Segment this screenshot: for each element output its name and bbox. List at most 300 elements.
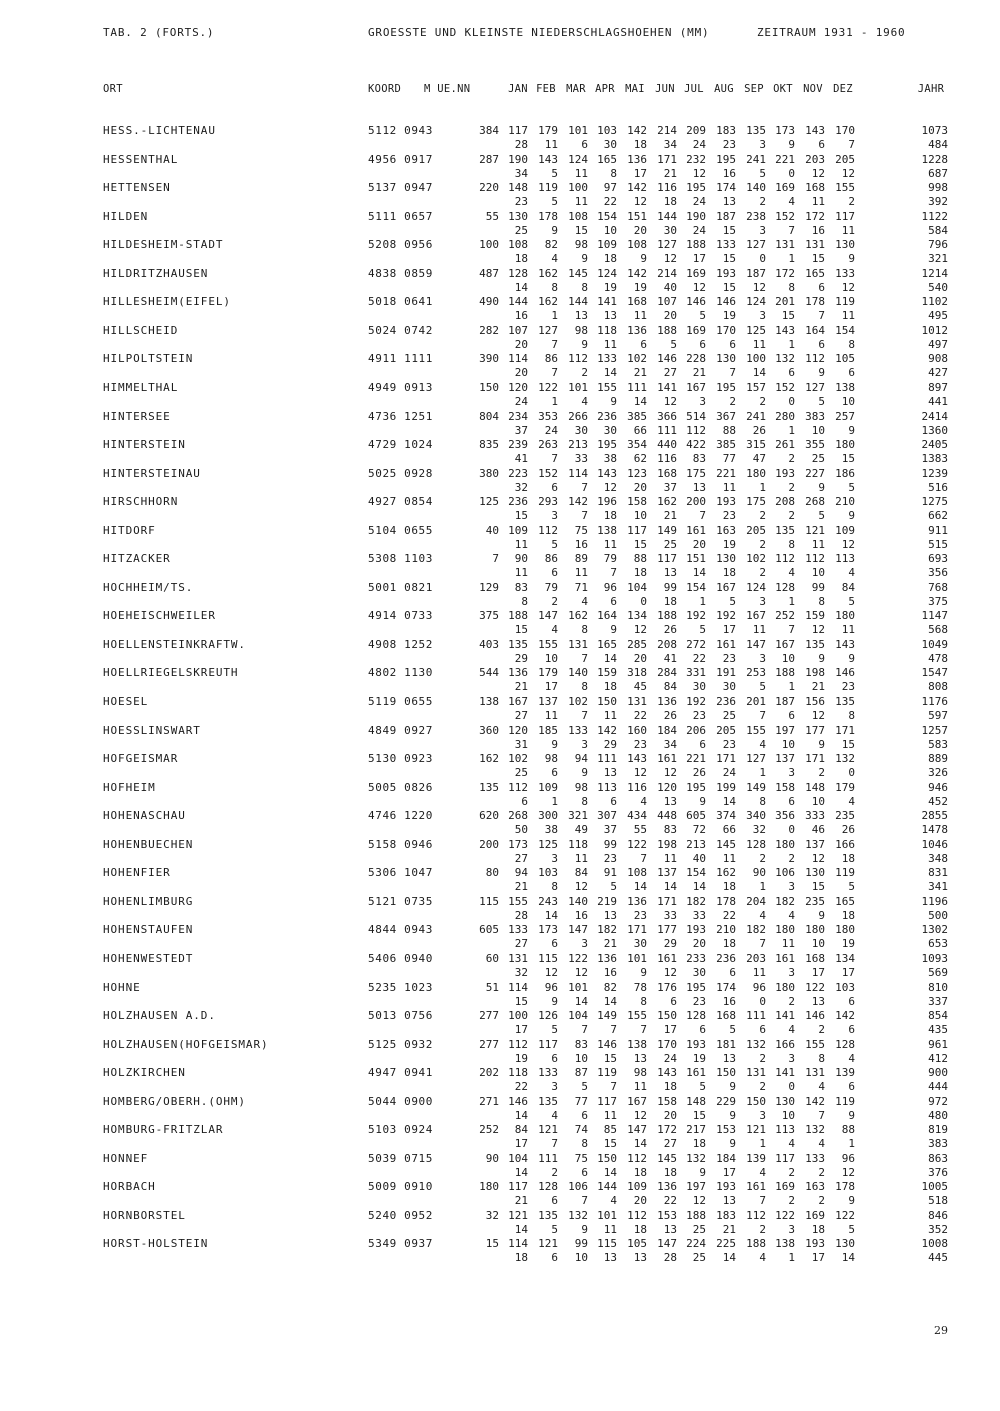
max-value: 130 bbox=[716, 552, 736, 566]
min-value: 83 bbox=[663, 823, 677, 837]
station-coord: 5111 0657 bbox=[368, 209, 434, 223]
max-value: 97 bbox=[603, 181, 617, 195]
max-value: 440 bbox=[657, 438, 677, 452]
min-value: 15 bbox=[722, 223, 736, 237]
min-value: 19 bbox=[722, 537, 736, 551]
max-value: 108 bbox=[627, 238, 647, 252]
max-value: 165 bbox=[597, 152, 617, 166]
station-coord: 4838 0859 bbox=[368, 266, 434, 280]
max-value: 187 bbox=[775, 695, 795, 708]
max-value: 998 bbox=[928, 181, 948, 195]
min-value: 18 bbox=[663, 1165, 677, 1179]
min-value: 1360 bbox=[921, 423, 948, 437]
max-value: 182 bbox=[775, 894, 795, 908]
max-value: 233 bbox=[686, 951, 706, 965]
max-value: 293 bbox=[538, 495, 558, 509]
min-value: 13 bbox=[574, 309, 588, 323]
min-value: 18 bbox=[841, 851, 855, 865]
min-value: 518 bbox=[928, 1194, 948, 1208]
max-value: 101 bbox=[568, 380, 588, 394]
min-value: 12 bbox=[811, 709, 825, 722]
station-name: HITDORF bbox=[103, 523, 156, 537]
max-value: 171 bbox=[657, 894, 677, 908]
min-value: 1 bbox=[788, 337, 795, 351]
min-value: 0 bbox=[788, 1080, 795, 1094]
max-value: 135 bbox=[538, 1208, 558, 1222]
min-value: 21 bbox=[692, 366, 706, 380]
max-value: 111 bbox=[538, 1151, 558, 1165]
min-value: 14 bbox=[544, 908, 558, 922]
max-value: 285 bbox=[627, 637, 647, 651]
min-value: 4 bbox=[759, 1251, 766, 1265]
max-value: 117 bbox=[627, 523, 647, 537]
min-value: 6 bbox=[551, 937, 558, 951]
max-value: 831 bbox=[928, 866, 948, 880]
min-value: 23 bbox=[841, 680, 855, 694]
min-value: 341 bbox=[928, 880, 948, 894]
max-value: 208 bbox=[657, 637, 677, 651]
max-value: 82 bbox=[544, 238, 558, 252]
page-number: 29 bbox=[934, 1324, 948, 1337]
min-value: 3 bbox=[759, 138, 766, 151]
station-name: HOLZHAUSEN A.D. bbox=[103, 1009, 216, 1023]
min-value: 12 bbox=[663, 252, 677, 266]
min-value: 3 bbox=[581, 737, 588, 751]
station-elevation: 277 bbox=[479, 1009, 499, 1023]
max-value: 693 bbox=[928, 552, 948, 566]
min-value: 2 bbox=[788, 509, 795, 523]
max-value: 133 bbox=[538, 1066, 558, 1080]
min-value: 583 bbox=[928, 737, 948, 751]
max-value: 125 bbox=[746, 323, 766, 337]
min-value: 13 bbox=[811, 994, 825, 1008]
max-value: 100 bbox=[568, 181, 588, 195]
max-value: 106 bbox=[568, 1180, 588, 1194]
max-value: 235 bbox=[805, 894, 825, 908]
min-value: 12 bbox=[544, 965, 558, 979]
station-elevation: 271 bbox=[479, 1094, 499, 1108]
max-value: 130 bbox=[835, 238, 855, 252]
station-name: HINTERSTEINAU bbox=[103, 466, 201, 480]
station-elevation: 180 bbox=[479, 1180, 499, 1194]
min-value: 24 bbox=[692, 138, 706, 151]
max-value: 130 bbox=[805, 866, 825, 880]
max-value: 193 bbox=[716, 266, 736, 280]
min-value: 11 bbox=[663, 851, 677, 865]
max-value: 165 bbox=[597, 637, 617, 651]
max-value: 137 bbox=[657, 866, 677, 880]
max-value: 161 bbox=[716, 637, 736, 651]
station-name: HILLESHEIM(EIFEL) bbox=[103, 295, 231, 309]
max-value: 168 bbox=[657, 466, 677, 480]
max-value: 75 bbox=[574, 523, 588, 537]
min-value: 2 bbox=[818, 1023, 825, 1037]
min-value: 1 bbox=[788, 423, 795, 437]
min-value: 13 bbox=[663, 566, 677, 580]
min-value: 24 bbox=[514, 394, 528, 408]
max-value: 89 bbox=[574, 552, 588, 566]
max-value: 213 bbox=[686, 837, 706, 851]
min-value: 4 bbox=[581, 394, 588, 408]
max-value: 263 bbox=[538, 438, 558, 452]
min-value: 6 bbox=[551, 1251, 558, 1265]
min-value: 18 bbox=[603, 252, 617, 266]
max-value: 112 bbox=[538, 523, 558, 537]
col-koord: KOORD bbox=[368, 83, 402, 95]
max-value: 99 bbox=[811, 580, 825, 594]
station-elevation: 384 bbox=[479, 124, 499, 137]
max-value: 131 bbox=[805, 1066, 825, 1080]
max-value: 114 bbox=[568, 466, 588, 480]
station-name: HOHENFIER bbox=[103, 866, 171, 880]
max-value: 109 bbox=[538, 780, 558, 794]
max-value: 193 bbox=[686, 923, 706, 937]
min-value: 9 bbox=[848, 252, 855, 266]
min-value: 17 bbox=[633, 166, 647, 180]
max-value: 133 bbox=[805, 1151, 825, 1165]
min-value: 6 bbox=[610, 594, 617, 608]
max-value: 133 bbox=[597, 352, 617, 366]
min-value: 15 bbox=[781, 309, 795, 323]
min-value: 17 bbox=[514, 1137, 528, 1151]
min-value: 18 bbox=[514, 252, 528, 266]
max-value: 135 bbox=[538, 1094, 558, 1108]
max-value: 514 bbox=[686, 409, 706, 423]
max-value: 605 bbox=[686, 809, 706, 823]
min-value: 0 bbox=[788, 823, 795, 837]
min-value: 540 bbox=[928, 280, 948, 294]
min-value: 8 bbox=[551, 880, 558, 894]
min-value: 6 bbox=[848, 1080, 855, 1094]
min-value: 72 bbox=[692, 823, 706, 837]
min-value: 25 bbox=[811, 452, 825, 466]
min-value: 10 bbox=[841, 394, 855, 408]
max-value: 99 bbox=[603, 837, 617, 851]
station-elevation: 115 bbox=[479, 894, 499, 908]
station-name: HOESEL bbox=[103, 695, 149, 708]
min-value: 15 bbox=[603, 1051, 617, 1065]
max-value: 253 bbox=[746, 666, 766, 680]
station-name: HINTERSEE bbox=[103, 409, 171, 423]
min-value: 3 bbox=[759, 594, 766, 608]
max-value: 167 bbox=[746, 609, 766, 623]
max-value: 112 bbox=[775, 552, 795, 566]
min-value: 1 bbox=[788, 594, 795, 608]
max-value: 104 bbox=[627, 580, 647, 594]
min-value: 1 bbox=[551, 794, 558, 808]
station-name: HOHENSTAUFEN bbox=[103, 923, 194, 937]
max-value: 173 bbox=[508, 837, 528, 851]
min-value: 49 bbox=[574, 823, 588, 837]
min-value: 12 bbox=[692, 1194, 706, 1208]
min-value: 445 bbox=[928, 1251, 948, 1265]
max-value: 133 bbox=[835, 266, 855, 280]
max-value: 162 bbox=[568, 609, 588, 623]
max-value: 307 bbox=[597, 809, 617, 823]
max-value: 143 bbox=[805, 124, 825, 137]
min-value: 23 bbox=[722, 509, 736, 523]
min-value: 6 bbox=[729, 965, 736, 979]
station-coord: 5125 0932 bbox=[368, 1037, 434, 1051]
max-value: 179 bbox=[538, 124, 558, 137]
min-value: 30 bbox=[633, 937, 647, 951]
min-value: 20 bbox=[514, 366, 528, 380]
min-value: 584 bbox=[928, 223, 948, 237]
station-coord: 5158 0946 bbox=[368, 837, 434, 851]
min-value: 21 bbox=[663, 509, 677, 523]
min-value: 17 bbox=[722, 1165, 736, 1179]
max-value: 154 bbox=[686, 866, 706, 880]
max-value: 195 bbox=[597, 438, 617, 452]
min-value: 5 bbox=[551, 166, 558, 180]
max-value: 91 bbox=[603, 866, 617, 880]
min-value: 7 bbox=[818, 309, 825, 323]
min-value: 14 bbox=[692, 566, 706, 580]
min-value: 13 bbox=[692, 480, 706, 494]
min-value: 1478 bbox=[921, 823, 948, 837]
min-value: 13 bbox=[603, 309, 617, 323]
max-value: 112 bbox=[627, 1208, 647, 1222]
min-value: 14 bbox=[514, 1165, 528, 1179]
max-value: 161 bbox=[775, 951, 795, 965]
max-value: 119 bbox=[835, 866, 855, 880]
min-value: 12 bbox=[663, 394, 677, 408]
min-value: 27 bbox=[514, 851, 528, 865]
max-value: 128 bbox=[686, 1009, 706, 1023]
min-value: 30 bbox=[663, 223, 677, 237]
station-coord: 5137 0947 bbox=[368, 181, 434, 195]
min-value: 4 bbox=[788, 1023, 795, 1037]
max-value: 169 bbox=[775, 181, 795, 195]
min-value: 2 bbox=[759, 1051, 766, 1065]
min-value: 37 bbox=[514, 423, 528, 437]
min-value: 3 bbox=[759, 651, 766, 665]
max-value: 241 bbox=[746, 152, 766, 166]
max-value: 187 bbox=[716, 209, 736, 223]
max-value: 166 bbox=[835, 837, 855, 851]
max-value: 142 bbox=[627, 181, 647, 195]
station-elevation: 80 bbox=[485, 866, 499, 880]
station-elevation: 287 bbox=[479, 152, 499, 166]
min-value: 20 bbox=[633, 480, 647, 494]
max-value: 146 bbox=[805, 1009, 825, 1023]
max-value: 209 bbox=[686, 124, 706, 137]
max-value: 1147 bbox=[921, 609, 948, 623]
max-value: 199 bbox=[716, 780, 736, 794]
max-value: 158 bbox=[775, 780, 795, 794]
min-value: 41 bbox=[663, 651, 677, 665]
max-value: 135 bbox=[835, 695, 855, 708]
min-value: 8 bbox=[551, 280, 558, 294]
min-value: 6 bbox=[581, 1165, 588, 1179]
max-value: 854 bbox=[928, 1009, 948, 1023]
min-value: 14 bbox=[514, 1108, 528, 1122]
max-value: 117 bbox=[835, 209, 855, 223]
min-value: 19 bbox=[692, 1051, 706, 1065]
min-value: 7 bbox=[788, 623, 795, 637]
max-value: 188 bbox=[775, 666, 795, 680]
min-value: 11 bbox=[603, 1222, 617, 1236]
max-value: 132 bbox=[746, 1037, 766, 1051]
max-value: 108 bbox=[627, 866, 647, 880]
station-name: HONNEF bbox=[103, 1151, 149, 1165]
max-value: 152 bbox=[775, 380, 795, 394]
station-name: HESSENTHAL bbox=[103, 152, 179, 166]
min-value: 2 bbox=[759, 509, 766, 523]
max-value: 192 bbox=[716, 609, 736, 623]
max-value: 321 bbox=[568, 809, 588, 823]
max-value: 133 bbox=[568, 723, 588, 737]
min-value: 6 bbox=[551, 1051, 558, 1065]
max-value: 113 bbox=[597, 780, 617, 794]
station-name: HOELLENSTEINKRAFTW. bbox=[103, 637, 246, 651]
max-value: 98 bbox=[633, 1066, 647, 1080]
min-value: 23 bbox=[514, 195, 528, 209]
min-value: 6 bbox=[788, 366, 795, 380]
station-name: HOHNE bbox=[103, 980, 141, 994]
min-value: 9 bbox=[699, 794, 706, 808]
min-value: 23 bbox=[692, 994, 706, 1008]
min-value: 25 bbox=[722, 709, 736, 722]
min-value: 22 bbox=[692, 651, 706, 665]
max-value: 165 bbox=[805, 266, 825, 280]
max-value: 165 bbox=[835, 894, 855, 908]
min-value: 8 bbox=[788, 537, 795, 551]
max-value: 142 bbox=[568, 495, 588, 509]
max-value: 188 bbox=[657, 323, 677, 337]
min-value: 9 bbox=[848, 651, 855, 665]
station-elevation: 490 bbox=[479, 295, 499, 309]
max-value: 115 bbox=[597, 1237, 617, 1251]
max-value: 162 bbox=[657, 495, 677, 509]
min-value: 12 bbox=[841, 537, 855, 551]
min-value: 3 bbox=[551, 509, 558, 523]
max-value: 141 bbox=[657, 380, 677, 394]
min-value: 348 bbox=[928, 851, 948, 865]
max-value: 175 bbox=[746, 495, 766, 509]
min-value: 18 bbox=[603, 509, 617, 523]
max-value: 116 bbox=[627, 780, 647, 794]
max-value: 143 bbox=[775, 323, 795, 337]
max-value: 119 bbox=[597, 1066, 617, 1080]
min-value: 484 bbox=[928, 138, 948, 151]
min-value: 9 bbox=[818, 651, 825, 665]
min-value: 9 bbox=[818, 366, 825, 380]
min-value: 9 bbox=[848, 1194, 855, 1208]
min-value: 12 bbox=[841, 280, 855, 294]
max-value: 140 bbox=[568, 894, 588, 908]
min-value: 412 bbox=[928, 1051, 948, 1065]
min-value: 22 bbox=[514, 1080, 528, 1094]
min-value: 4 bbox=[848, 566, 855, 580]
max-value: 171 bbox=[627, 923, 647, 937]
station-name: HOHENBUECHEN bbox=[103, 837, 194, 851]
station-coord: 5039 0715 bbox=[368, 1151, 434, 1165]
max-value: 104 bbox=[568, 1009, 588, 1023]
max-value: 170 bbox=[657, 1037, 677, 1051]
max-value: 1093 bbox=[921, 951, 948, 965]
min-value: 11 bbox=[574, 566, 588, 580]
station-name: HOHENLIMBURG bbox=[103, 894, 194, 908]
min-value: 1 bbox=[759, 480, 766, 494]
station-coord: 4956 0917 bbox=[368, 152, 434, 166]
max-value: 119 bbox=[538, 181, 558, 195]
min-value: 7 bbox=[729, 366, 736, 380]
max-value: 178 bbox=[716, 894, 736, 908]
min-value: 7 bbox=[640, 851, 647, 865]
max-value: 112 bbox=[508, 1037, 528, 1051]
station-coord: 5104 0655 bbox=[368, 523, 434, 537]
min-value: 19 bbox=[514, 1051, 528, 1065]
max-value: 168 bbox=[716, 1009, 736, 1023]
max-value: 123 bbox=[627, 466, 647, 480]
max-value: 261 bbox=[775, 438, 795, 452]
station-name: HILDEN bbox=[103, 209, 149, 223]
max-value: 184 bbox=[657, 723, 677, 737]
max-value: 192 bbox=[686, 695, 706, 708]
max-value: 139 bbox=[746, 1151, 766, 1165]
max-value: 96 bbox=[544, 980, 558, 994]
min-value: 10 bbox=[574, 1251, 588, 1265]
max-value: 86 bbox=[544, 352, 558, 366]
min-value: 13 bbox=[722, 195, 736, 209]
min-value: 11 bbox=[841, 623, 855, 637]
min-value: 11 bbox=[633, 1080, 647, 1094]
max-value: 819 bbox=[928, 1123, 948, 1137]
max-value: 232 bbox=[686, 152, 706, 166]
table-id: TAB. 2 (FORTS.) bbox=[103, 26, 215, 39]
min-value: 441 bbox=[928, 394, 948, 408]
min-value: 15 bbox=[841, 452, 855, 466]
max-value: 221 bbox=[716, 466, 736, 480]
station-elevation: 804 bbox=[479, 409, 499, 423]
max-value: 354 bbox=[627, 438, 647, 452]
max-value: 383 bbox=[805, 409, 825, 423]
min-value: 15 bbox=[692, 1108, 706, 1122]
min-value: 5 bbox=[551, 1023, 558, 1037]
max-value: 120 bbox=[657, 780, 677, 794]
station-elevation: 15 bbox=[485, 1237, 499, 1251]
min-value: 18 bbox=[514, 1251, 528, 1265]
min-value: 14 bbox=[603, 994, 617, 1008]
min-value: 28 bbox=[663, 1251, 677, 1265]
max-value: 98 bbox=[544, 752, 558, 766]
min-value: 7 bbox=[759, 1194, 766, 1208]
station-coord: 4947 0941 bbox=[368, 1066, 434, 1080]
max-value: 1176 bbox=[921, 695, 948, 708]
max-value: 155 bbox=[805, 1037, 825, 1051]
max-value: 134 bbox=[627, 609, 647, 623]
max-value: 221 bbox=[775, 152, 795, 166]
min-value: 15 bbox=[514, 623, 528, 637]
max-value: 167 bbox=[508, 695, 528, 708]
min-value: 337 bbox=[928, 994, 948, 1008]
max-value: 79 bbox=[544, 580, 558, 594]
min-value: 27 bbox=[514, 709, 528, 722]
min-value: 15 bbox=[811, 252, 825, 266]
max-value: 355 bbox=[805, 438, 825, 452]
max-value: 768 bbox=[928, 580, 948, 594]
min-value: 23 bbox=[722, 651, 736, 665]
station-elevation: 487 bbox=[479, 266, 499, 280]
station-coord: 4911 1111 bbox=[368, 352, 434, 366]
max-value: 147 bbox=[657, 1237, 677, 1251]
min-value: 62 bbox=[633, 452, 647, 466]
max-value: 147 bbox=[538, 609, 558, 623]
min-value: 88 bbox=[722, 423, 736, 437]
min-value: 4 bbox=[551, 623, 558, 637]
station-coord: 5001 0821 bbox=[368, 580, 434, 594]
